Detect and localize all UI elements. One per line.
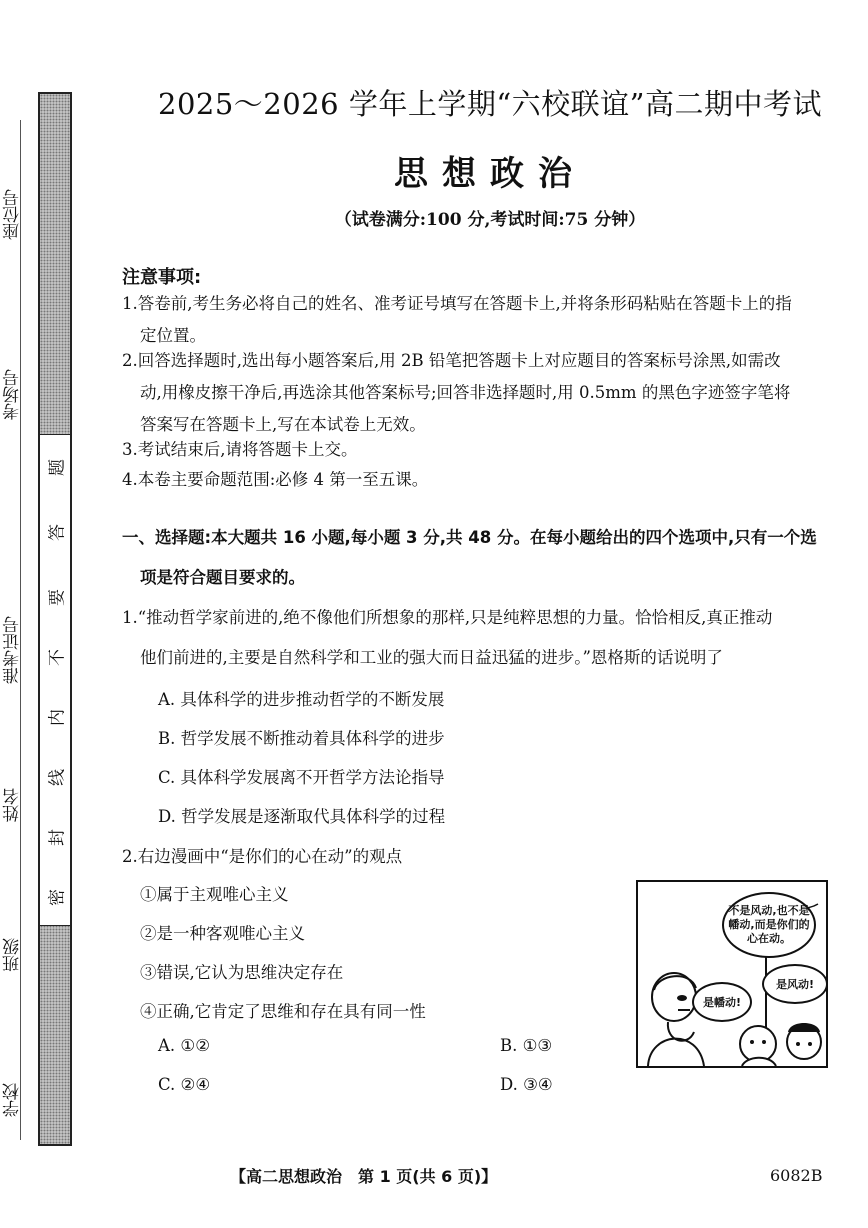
section-heading: 一、选择题:本大题共 16 小题,每小题 3 分,共 48 分。在每小题给出的四个选项中,只有一个选 [122, 528, 817, 547]
q2-option-c: C. ②④ [158, 1075, 211, 1094]
exam-info: （试卷满分:100 分,考试时间:75 分钟） [334, 210, 646, 230]
seal-char: 封 [47, 829, 68, 846]
exam-title: 2025～2026 学年上学期“六校联谊”高二期中考试 [158, 87, 822, 121]
q1-option-c: C. 具体科学发展离不开哲学方法论指导 [158, 768, 445, 787]
ticket-number-field [0, 580, 30, 720]
seat-number-field [0, 150, 30, 280]
seal-char: 要 [47, 589, 68, 606]
seal-char: 内 [47, 709, 68, 726]
section-heading-cont: 项是符合题目要求的。 [140, 568, 305, 587]
q1-option-d: D. 哲学发展是逐渐取代具体科学的过程 [158, 807, 446, 826]
notice-title: 注意事项: [122, 267, 202, 288]
q2-statement: ①属于主观唯心主义 [140, 885, 289, 904]
exam-room-label: 考场号 [3, 369, 23, 421]
q2-stem: 2.右边漫画中“是你们的心在动”的观点 [122, 847, 403, 866]
q2-statement: ③错误,它认为思维决定存在 [140, 963, 344, 982]
notice-line: 答案写在答题卡上,写在本试卷上无效。 [140, 415, 426, 434]
name-field [0, 760, 30, 850]
notice-line: 2.回答选择题时,选出每小题答案后,用 2B 铅笔把答题卡上对应题目的答案标号涂黑,如需改 [122, 351, 781, 370]
seal-char: 不 [47, 649, 68, 666]
page-footer: 【高二思想政治 第 1 页(共 6 页)】 [230, 1167, 498, 1186]
q2-statement: ②是一种客观唯心主义 [140, 924, 305, 943]
name-label: 姓名 [3, 788, 23, 822]
q2-option-b: B. ①③ [500, 1036, 553, 1055]
q1-option-b: B. 哲学发展不断推动着具体科学的进步 [158, 729, 445, 748]
seal-strip [38, 92, 72, 1146]
q1-stem: 1.“推动哲学家前进的,绝不像他们所想象的那样,只是纯粹思想的力量。恰恰相反,真正推动 [122, 608, 773, 627]
seal-char: 答 [47, 524, 68, 541]
cartoon-speech-left: 是幡动! [692, 982, 752, 1022]
notice-line: 3.考试结束后,请将答题卡上交。 [122, 440, 358, 459]
seal-char: 密 [47, 889, 68, 906]
notice-line: 动,用橡皮擦干净后,再选涂其他答案标号;回答非选择题时,用 0.5mm 的黑色字迹签字笔将 [140, 383, 791, 402]
seal-char: 题 [47, 459, 68, 476]
cartoon-speech-main: 不是风动,也不是幡动,而是你们的心在动。 [722, 892, 816, 958]
q2-statement: ④正确,它肯定了思维和存在具有同一性 [140, 1002, 426, 1021]
q1-option-a: A. 具体科学的进步推动哲学的不断发展 [158, 690, 445, 709]
ticket-number-label: 准考证号 [3, 616, 23, 684]
q2-option-d: D. ③④ [500, 1075, 553, 1094]
notice-line: 1.答卷前,考生务必将自己的姓名、准考证号填写在答题卡上,并将条形码粘贴在答题卡上的指 [122, 294, 792, 313]
paper-code: 6082B [770, 1166, 823, 1185]
class-field [0, 910, 30, 1000]
seal-char: 线 [47, 769, 68, 786]
seal-text-area [40, 434, 70, 926]
seat-number-label: 座位号 [3, 189, 23, 241]
cartoon-speech-right: 是风动! [762, 964, 828, 1004]
notice-line: 定位置。 [140, 326, 206, 345]
q2-option-a: A. ①② [158, 1036, 210, 1055]
cartoon-illustration [636, 880, 828, 1068]
school-field [0, 1055, 30, 1145]
q1-stem-cont: 他们前进的,主要是自然科学和工业的强大而日益迅猛的进步。”恩格斯的话说明了 [140, 648, 723, 667]
exam-room-field [0, 340, 30, 450]
school-label: 学校 [3, 1083, 23, 1117]
class-label: 班级 [3, 938, 23, 972]
notice-line: 4.本卷主要命题范围:必修 4 第一至五课。 [122, 470, 429, 489]
subject-title: 思想政治 [394, 154, 586, 194]
